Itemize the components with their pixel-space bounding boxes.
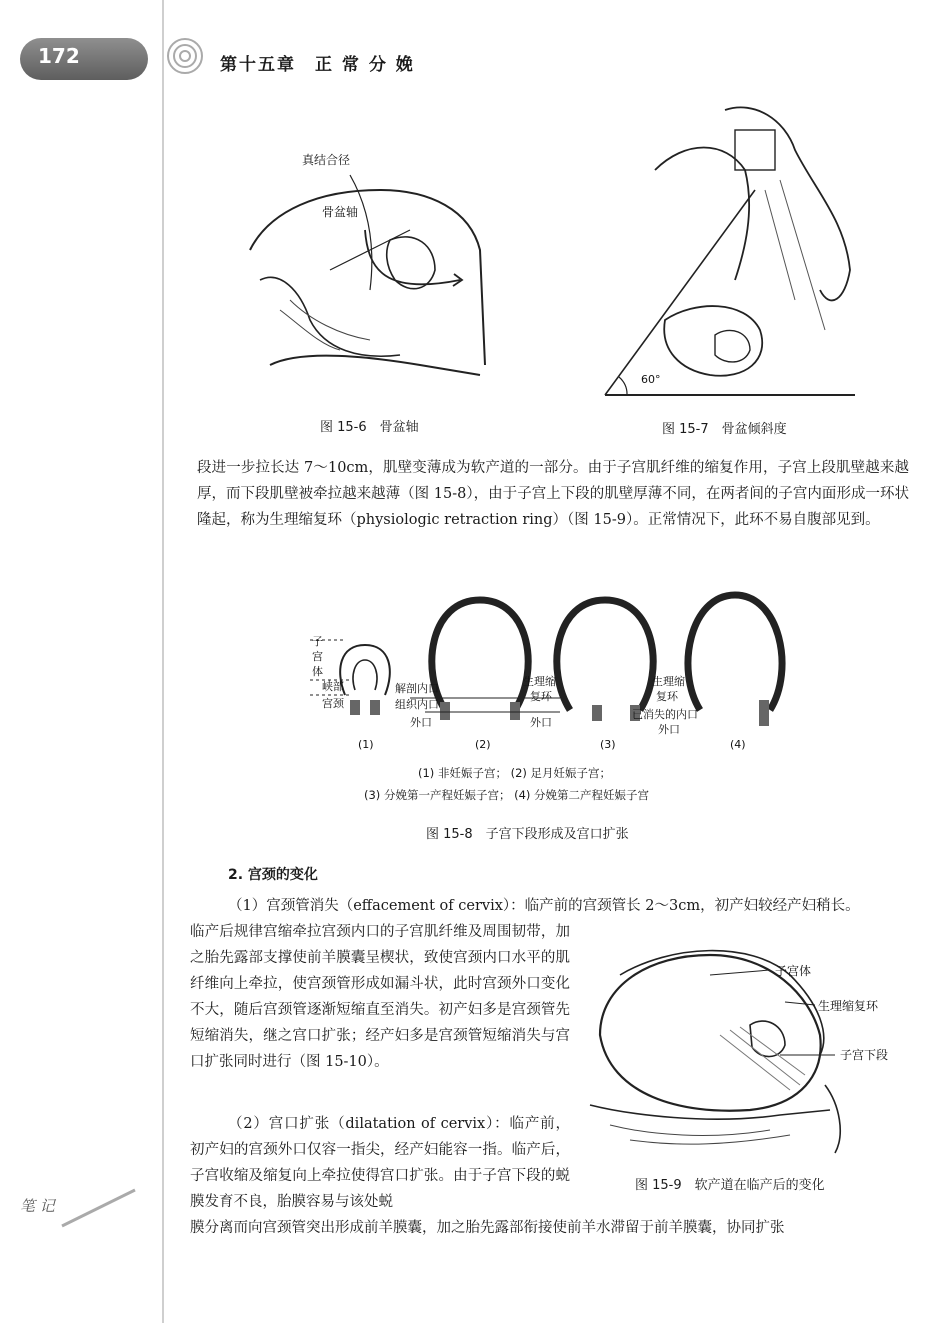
figure-15-9-soft-birth-canal — [590, 935, 915, 1155]
figure-15-9-caption: 图 15-9 软产道在临产后的变化 — [635, 1178, 825, 1193]
label-retraction-ring-c: 生理缩 — [652, 675, 685, 688]
label-retraction-ring: 生理缩复环 — [818, 999, 879, 1013]
label-uterine-body: 子宫体 — [775, 964, 812, 978]
section-heading-2: 2. 宫颈的变化 — [228, 867, 318, 883]
paragraph-3-last-line: 膜分离而向宫颈管突出形成前羊膜囊，加之胎先露部衔接使前羊水滞留于前羊膜囊，协同扩张 — [190, 1220, 785, 1236]
label-retraction-ring-a: 生理缩 — [523, 675, 556, 688]
label-vanished-os: 已消失的内口 — [632, 708, 698, 721]
figure-15-8-legend-line2: (3) 分娩第一产程妊娠子宫； (4) 分娩第二产程妊娠子宫 — [364, 788, 650, 802]
label-histological-os: 组织内口 — [395, 698, 439, 711]
label-retraction-ring-d: 复环 — [656, 690, 678, 703]
chapter-ornament-icon — [165, 36, 205, 76]
label-cervix: 宫颈 — [322, 697, 344, 710]
paragraph-2-first-line: （1）宫颈管消失（effacement of cervix）：临产前的宫颈管长 2～3cm，初产妇较经产妇稍长。 — [228, 898, 860, 914]
figure-15-8-lower-segment — [300, 590, 800, 760]
angle-label: 60° — [641, 373, 661, 386]
pen-icon — [60, 1188, 140, 1228]
label-gong: 宫 — [312, 650, 323, 663]
page-number: 172 — [38, 44, 80, 68]
figure-number-3: (3) — [600, 738, 616, 751]
figure-15-7-pelvic-inclination — [595, 100, 865, 400]
label-zi: 子 — [312, 635, 323, 648]
label-true-conjugate: 真结合径 — [302, 153, 351, 167]
figure-15-8-caption: 图 15-8 子宫下段形成及宫口扩张 — [426, 827, 629, 842]
label-external-os-3: 外口 — [658, 723, 680, 736]
label-lower-segment: 子宫下段 — [840, 1048, 889, 1062]
label-external-os-2: 外口 — [530, 716, 552, 729]
label-anatomical-os: 解剖内口 — [395, 682, 439, 695]
label-external-os-1: 外口 — [410, 716, 432, 729]
chapter-title: 第十五章 正 常 分 娩 — [220, 55, 415, 75]
paragraph-3: （2）宫口扩张（dilatation of cervix）：临产前，初产妇的宫颈外口仅容一指尖，经产妇能容一指。临产后，子宫收缩及缩复向上牵拉使得宫口扩张。由于子宫下段的蜕膜发育不良，胎膜容易与该处蜕 — [190, 1116, 570, 1210]
figure-number-4: (4) — [730, 738, 746, 751]
margin-divider — [162, 0, 164, 1323]
figure-15-7-caption: 图 15-7 骨盆倾斜度 — [662, 422, 787, 437]
notes-margin-label: 笔 记 — [20, 1197, 55, 1215]
label-ti: 体 — [312, 665, 323, 678]
figure-15-6-caption: 图 15-6 骨盆轴 — [320, 420, 419, 435]
label-retraction-ring-b: 复环 — [530, 690, 552, 703]
label-pelvic-axis: 骨盆轴 — [322, 205, 359, 219]
paragraph-1: 段进一步拉长达 7～10cm，肌壁变薄成为软产道的一部分。由于子宫肌纤维的缩复作用，子宫上段肌壁越来越厚，而下段肌壁被牵拉越来越薄（图 15-8），由于子宫上下段的肌壁厚薄不同，在两者间的子宫内面形成一环状隆起，称为生理缩复环（physiologic retraction ring）（图 15-9）。正常情况下，此环不易自腹部见到。 — [197, 460, 909, 528]
figure-15-8-legend-line1: (1) 非妊娠子宫； (2) 足月妊娠子宫； — [418, 766, 612, 780]
figure-number-2: (2) — [475, 738, 491, 751]
label-isthmus: 峡部 — [322, 680, 344, 693]
paragraph-2: 临产后规律宫缩牵拉宫颈内口的子宫肌纤维及周围韧带，加之胎先露部支撑使前羊膜囊呈楔状，致使宫颈内口水平的肌纤维向上牵拉，使宫颈管形成如漏斗状，此时宫颈外口变化不大，随后宫颈管逐渐短缩直至消失。初产妇多是宫颈管先短缩消失，继之宫口扩张；经产妇多是宫颈管短缩消失与宫口扩张同时进行（图 15-10）。 — [190, 924, 570, 1070]
figure-15-6-pelvic-axis — [240, 150, 500, 385]
figure-number-1: (1) — [358, 738, 374, 751]
